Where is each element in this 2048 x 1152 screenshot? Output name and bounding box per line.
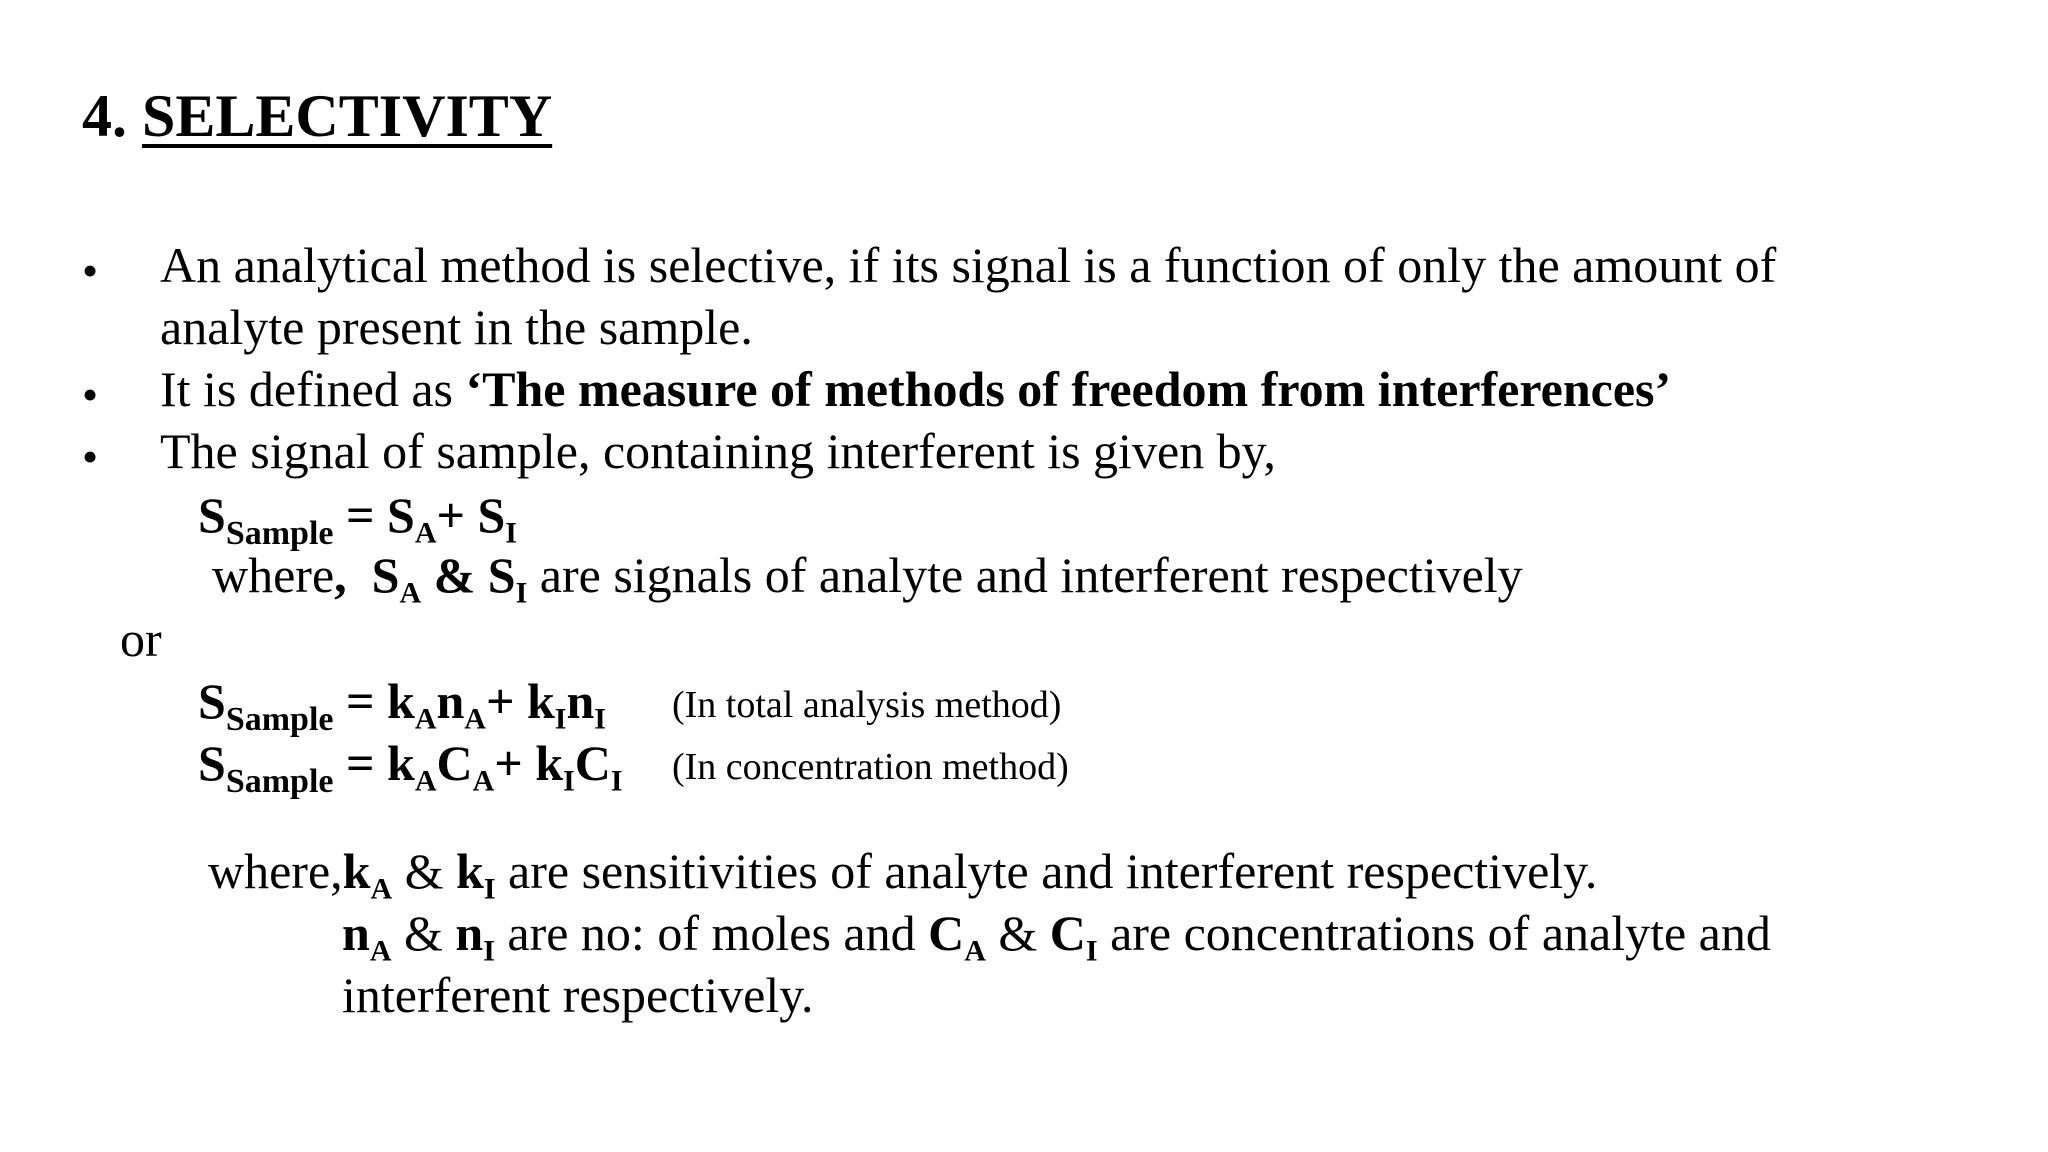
bullet-1-line-2: analyte present in the sample. [160,299,753,355]
bullet-2-prefix: It is defined as [160,361,466,417]
equation-total-analysis: $S_{Sample} = k_An_A+ k_In_I$ [198,673,606,738]
bullet-marker: • [82,369,99,420]
section-heading: SELECTIVITY [142,83,553,149]
bullet-marker: • [82,245,99,296]
equation-sample-signal: $S_{Sample} = S_A+ S_I$ [198,487,517,552]
bullet-marker: • [82,431,99,482]
definition-quote: ‘The measure of methods of freedom from interferences’ [465,361,1672,417]
bullet-1-line-1: An analytical method is selective, if its signal is a function of only the amount of [160,237,1777,293]
bullet-3-text: The signal of sample, containing interferent is given by, [160,423,1276,479]
slide-title [82,83,553,149]
note-concentration: (In concentration method) [672,746,1069,788]
bullet-2-text [160,361,1672,417]
where-moles-line: $n_A$ & $n_I$ are no: of moles and $C_A$ & $C_I$ are concentrations of analyte and [342,905,1771,968]
equation-concentration: $S_{Sample} = k_AC_A+ k_IC_I$ [198,735,623,800]
or-connector: or [120,611,162,667]
where-moles-line-2: interferent respectively. [342,967,814,1023]
note-total-analysis: (In total analysis method) [672,684,1062,726]
where-sensitivities-line: $where,k_A$ & $k_I$ are sensitivities of analyte and interferent respectively. [208,843,1598,906]
section-number: 4. [82,83,127,149]
where-signals-line: where, $S_A$ & $S_I$ are signals of analyte and interferent respectively [212,547,1523,610]
